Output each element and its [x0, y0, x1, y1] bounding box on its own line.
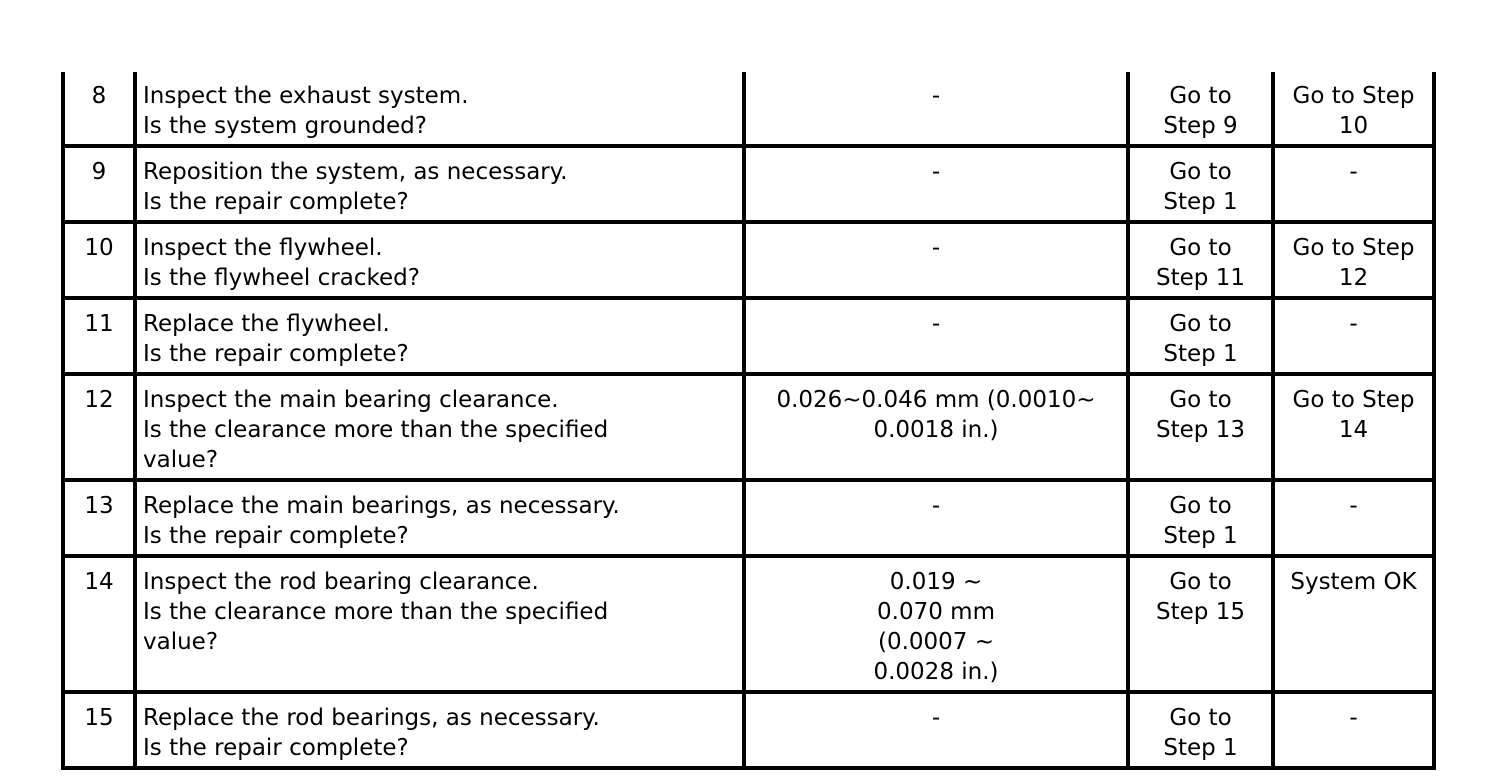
yes-line: Step 15: [1156, 599, 1245, 625]
yes-cell: [1128, 480, 1273, 556]
table-row: [63, 556, 1434, 692]
step-number: 11: [63, 298, 135, 374]
value-line: -: [931, 159, 941, 185]
value-cell: [744, 692, 1128, 768]
no-cell: [1273, 146, 1434, 222]
no-line: -: [1349, 311, 1358, 337]
action-line: Is the clearance more than the specified: [143, 599, 609, 625]
table-row: [63, 374, 1434, 480]
action-line: Is the flywheel cracked?: [143, 265, 420, 291]
value-line: -: [931, 235, 941, 261]
action-line: Is the repair complete?: [143, 523, 409, 549]
action-line: Inspect the flywheel.: [143, 235, 383, 261]
action-line: Is the repair complete?: [143, 189, 409, 215]
step-number: 12: [63, 374, 135, 480]
value-cell: [744, 298, 1128, 374]
no-line: Go to Step: [1292, 235, 1415, 261]
action-cell: [135, 222, 744, 298]
action-cell: [135, 298, 744, 374]
yes-line: Go to: [1169, 493, 1232, 519]
action-line: value?: [143, 447, 219, 473]
yes-line: Go to: [1169, 235, 1232, 261]
diagnostic-table-body: [63, 72, 1434, 768]
no-line: 12: [1338, 265, 1369, 291]
no-line: 10: [1338, 113, 1369, 139]
yes-line: Step 1: [1163, 341, 1238, 367]
action-line: Replace the flywheel.: [143, 311, 390, 337]
yes-line: Step 1: [1163, 735, 1238, 761]
no-cell: [1273, 222, 1434, 298]
value-cell: [744, 72, 1128, 146]
table-row: [63, 222, 1434, 298]
yes-line: Go to: [1169, 387, 1232, 413]
table-row: [63, 146, 1434, 222]
yes-cell: [1128, 298, 1273, 374]
yes-cell: [1128, 556, 1273, 692]
no-line: 14: [1338, 417, 1369, 443]
step-number: 14: [63, 556, 135, 692]
value-cell: [744, 480, 1128, 556]
action-line: Is the repair complete?: [143, 735, 409, 761]
no-cell: [1273, 692, 1434, 768]
no-cell: [1273, 298, 1434, 374]
value-line: 0.0018 in.): [873, 417, 999, 443]
value-cell: [744, 222, 1128, 298]
no-cell: [1273, 72, 1434, 146]
step-number: 8: [63, 72, 135, 146]
value-line: -: [931, 311, 941, 337]
yes-line: Go to: [1169, 705, 1232, 731]
action-cell: [135, 480, 744, 556]
action-line: value?: [143, 629, 219, 655]
action-line: Inspect the exhaust system.: [143, 83, 469, 109]
yes-line: Step 11: [1156, 265, 1245, 291]
yes-line: Step 9: [1163, 113, 1238, 139]
no-line: Go to Step: [1292, 83, 1415, 109]
step-number: 13: [63, 480, 135, 556]
no-line: Go to Step: [1292, 387, 1415, 413]
value-line: 0.0028 in.): [873, 659, 999, 685]
table-row: [63, 72, 1434, 146]
action-line: Reposition the system, as necessary.: [143, 159, 568, 185]
diagnostic-table: [61, 72, 1436, 770]
action-line: Inspect the main bearing clearance.: [143, 387, 559, 413]
no-line: -: [1349, 159, 1358, 185]
yes-cell: [1128, 374, 1273, 480]
yes-cell: [1128, 146, 1273, 222]
no-line: System OK: [1290, 569, 1417, 595]
action-line: Replace the rod bearings, as necessary.: [143, 705, 600, 731]
value-line: 0.070 mm: [877, 599, 995, 625]
yes-line: Step 13: [1156, 417, 1245, 443]
no-cell: [1273, 480, 1434, 556]
value-line: -: [931, 493, 941, 519]
action-line: Is the repair complete?: [143, 341, 409, 367]
step-number: 10: [63, 222, 135, 298]
yes-line: Go to: [1169, 159, 1232, 185]
yes-cell: [1128, 222, 1273, 298]
action-cell: [135, 72, 744, 146]
yes-cell: [1128, 692, 1273, 768]
action-cell: [135, 374, 744, 480]
action-line: Is the clearance more than the specified: [143, 417, 609, 443]
yes-line: Go to: [1169, 569, 1232, 595]
yes-line: Go to: [1169, 311, 1232, 337]
step-number: 9: [63, 146, 135, 222]
value-cell: [744, 374, 1128, 480]
no-line: -: [1349, 705, 1358, 731]
value-cell: [744, 556, 1128, 692]
yes-line: Go to: [1169, 83, 1232, 109]
value-line: -: [931, 83, 941, 109]
value-line: (0.0007 ~: [877, 629, 995, 655]
action-cell: [135, 146, 744, 222]
no-cell: [1273, 556, 1434, 692]
table-row: [63, 298, 1434, 374]
action-line: Is the system grounded?: [143, 113, 427, 139]
action-cell: [135, 556, 744, 692]
yes-line: Step 1: [1163, 189, 1238, 215]
no-line: -: [1349, 493, 1358, 519]
yes-cell: [1128, 72, 1273, 146]
action-line: Replace the main bearings, as necessary.: [143, 493, 620, 519]
yes-line: Step 1: [1163, 523, 1238, 549]
action-cell: [135, 692, 744, 768]
table-row: [63, 692, 1434, 768]
action-line: Inspect the rod bearing clearance.: [143, 569, 539, 595]
step-number: 15: [63, 692, 135, 768]
no-cell: [1273, 374, 1434, 480]
value-line: 0.026~0.046 mm (0.0010~: [776, 387, 1096, 413]
value-line: -: [931, 705, 941, 731]
value-cell: [744, 146, 1128, 222]
table-row: [63, 480, 1434, 556]
value-line: 0.019 ~: [889, 569, 983, 595]
